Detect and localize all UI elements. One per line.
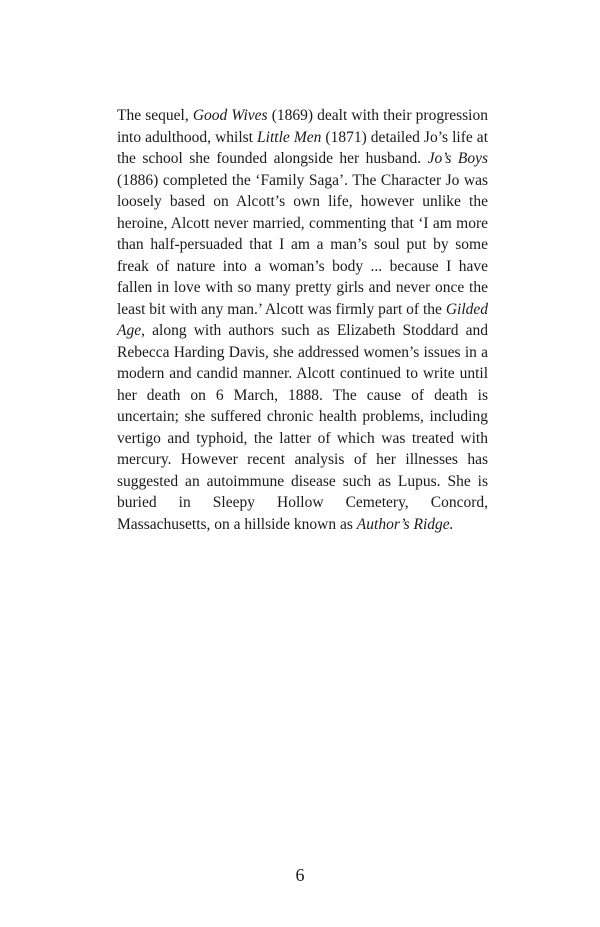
text-segment: (1869) dealt with their progression into adulthood, whilst [117,107,488,146]
page-number: 6 [295,865,305,885]
text-segment: , along with authors such as Elizabeth Stoddard and Rebecca Harding Davis, she addressed women’s issues in a modern and candid manner. Alcott continued to write until her death on 6 March, 1888. The cause of death is uncertain; she suffered chronic health problems, including vertigo and typhoid, the latter of which was treated with mercury. However recent analysis of her illnesses has suggested an autoimmune disease such as Lupus. She is buried in Sleepy Hollow Cemetery, Concord, Massachusetts, on a hillside known as [117,322,488,533]
text-segment: (1871) detailed Jo’s life at the school she founded alongside her husband. [117,128,488,167]
book-title-little-men: Little Men [257,128,322,146]
body-paragraph [117,105,488,535]
book-title-good-wives: Good Wives [192,107,268,124]
place-authors-ridge: Author’s Ridge. [356,515,454,533]
book-title-jos-boys: Jo’s Boys [427,150,488,167]
text-segment: The sequel, [117,107,193,124]
era-gilded-age: Gilded Age [117,300,488,339]
text-segment: (1886) completed the ‘Family Saga’. The Character Jo was loosely based on Alcott’s own life, however unlike the heroine, Alcott never married, commenting that ‘I am more than half-persuaded that I am a man’s soul put by some freak of nature into a woman’s body ... because I have fallen in love with so many pretty girls and never once the least bit with any man.’ Alcott was firmly part of the [117,171,488,318]
